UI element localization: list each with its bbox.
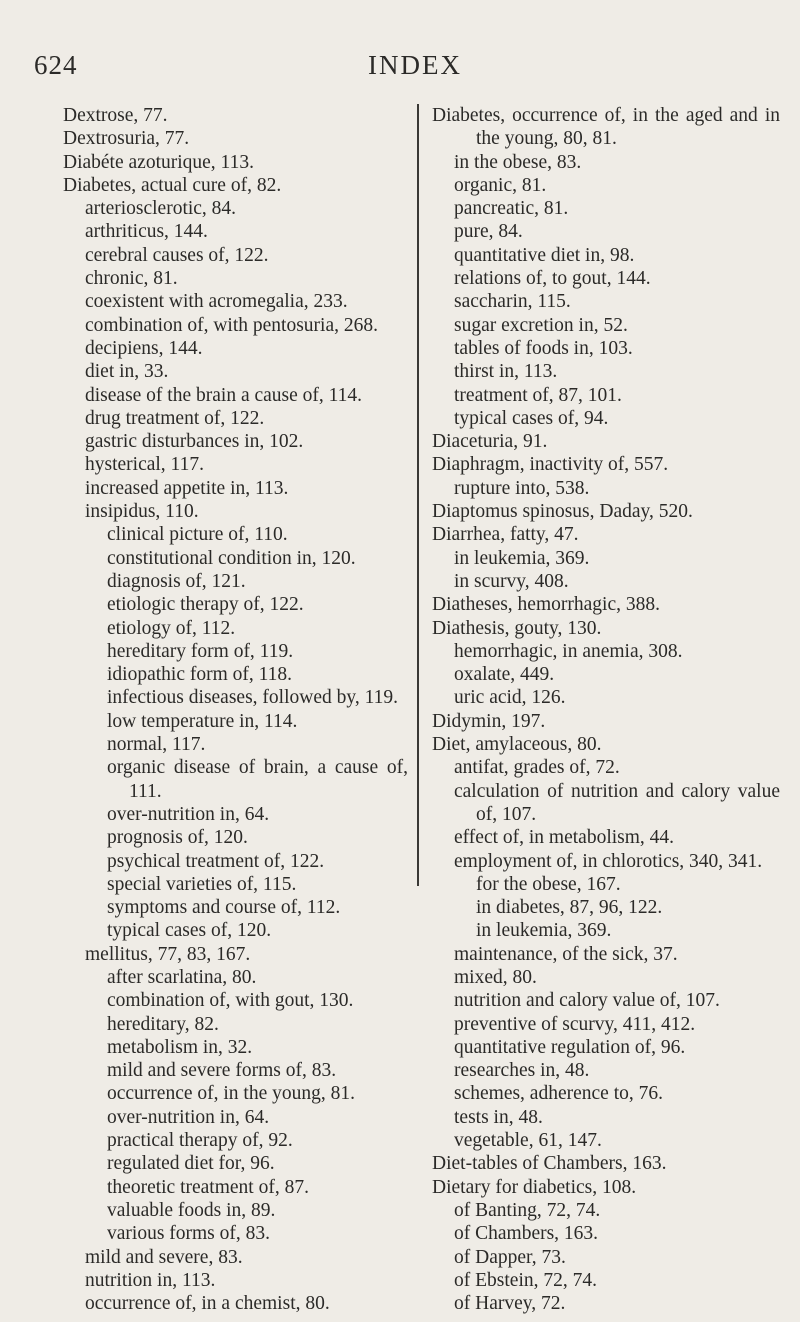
index-subentry: quantitative diet in, 98. [454,244,635,266]
index-subsubentry: organic disease of brain, a cause of, [107,757,408,779]
index-subentry: coexistent with acromegalia, 233. [85,291,348,313]
index-entry: Diaphragm, inactivity of, 557. [432,454,669,476]
index-entry: Diatheses, hemorrhagic, 388. [432,594,660,616]
index-subsubentry: symptoms and course of, 112. [107,897,341,919]
index-subsubentry: etiologic therapy of, 122. [107,594,304,616]
index-subentry: arteriosclerotic, 84. [85,198,237,220]
index-subsubentry: idiopathic form of, 118. [107,664,293,686]
index-entry: Diet, amylaceous, 80. [432,734,602,756]
index-subentry: quantitative regulation of, 96. [454,1036,686,1058]
index-subsubentry: valuable foods in, 89. [107,1199,276,1221]
index-entry: Diabetes, actual cure of, 82. [63,174,282,196]
index-subsubentry: combination of, with gout, 130. [107,990,354,1012]
index-subentry: combination of, with pentosuria, 268. [85,314,378,336]
index-subsubentry: occurrence of, in the young, 81. [107,1083,355,1105]
index-subentry: cerebral causes of, 122. [85,244,269,266]
index-subentry: pancreatic, 81. [454,198,569,220]
index-subentry: preventive of scurvy, 411, 412. [454,1013,696,1035]
column-divider [417,104,419,886]
index-subentry: nutrition in, 113. [85,1269,216,1291]
index-subentry: effect of, in metabolism, 44. [454,827,675,849]
index-subentry: antifat, grades of, 72. [454,757,620,779]
index-subsubentry: in diabetes, 87, 96, 122. [476,897,663,919]
index-subsubentry: clinical picture of, 110. [107,524,288,546]
index-subentry: mixed, 80. [454,966,537,988]
index-entry: Dietary for diabetics, 108. [432,1176,637,1198]
index-subentry: researches in, 48. [454,1060,590,1082]
index-subentry-continuation: of, 107. [476,803,537,825]
index-entry: Diaptomus spinosus, Daday, 520. [432,501,693,523]
index-subentry: calculation of nutrition and calory value [454,780,780,802]
index-subsubentry: over-nutrition in, 64. [107,1106,270,1128]
index-subentry: of Dapper, 73. [454,1246,566,1268]
index-subentry: in leukemia, 369. [454,547,590,569]
index-subsubentry: typical cases of, 120. [107,920,272,942]
index-entry: Dextrosuria, 77. [63,128,190,150]
index-subentry: relations of, to gout, 144. [454,268,651,290]
index-subsubentry: hereditary, 82. [107,1013,219,1035]
index-subsubentry: for the obese, 167. [476,873,621,895]
index-subsubentry: prognosis of, 120. [107,827,248,849]
index-subentry: oxalate, 449. [454,664,555,686]
index-subentry: typical cases of, 94. [454,407,609,429]
index-subentry: mild and severe, 83. [85,1246,243,1268]
index-subsubentry: various forms of, 83. [107,1223,271,1245]
index-subsubentry: mild and severe forms of, 83. [107,1060,337,1082]
index-subentry: diet in, 33. [85,361,169,383]
index-subsubentry: regulated diet for, 96. [107,1153,275,1175]
index-subsubentry: after scarlatina, 80. [107,966,257,988]
index-subsubentry: infectious diseases, followed by, 119. [107,687,398,709]
index-entry: Diaceturia, 91. [432,431,548,453]
index-subentry: nutrition and calory value of, 107. [454,990,720,1012]
index-subsubentry: over-nutrition in, 64. [107,803,270,825]
page-heading: INDEX [368,50,462,80]
index-subsubentry-continuation: 111. [129,780,162,802]
index-subentry: tables of foods in, 103. [454,337,633,359]
index-subsubentry: psychical treatment of, 122. [107,850,325,872]
index-subentry: rupture into, 538. [454,477,590,499]
index-subentry: increased appetite in, 113. [85,477,289,499]
index-subsubentry: etiology of, 112. [107,617,236,639]
index-subentry: treatment of, 87, 101. [454,384,622,406]
index-subsubentry: normal, 117. [107,734,206,756]
index-entry: Diabetes, occurrence of, in the aged and in [432,105,780,126]
index-subentry: schemes, adherence to, 76. [454,1083,663,1105]
index-subentry: chronic, 81. [85,268,178,290]
index-subentry: of Banting, 72, 74. [454,1199,601,1221]
index-subsubentry: constitutional condition in, 120. [107,547,356,569]
index-entry: Diathesis, gouty, 130. [432,617,602,639]
index-subentry: saccharin, 115. [454,291,571,313]
index-entry: Didymin, 197. [432,710,546,732]
index-subentry: in scurvy, 408. [454,570,569,592]
index-subentry: of Ebstein, 72, 74. [454,1269,597,1291]
index-subsubentry: metabolism in, 32. [107,1036,253,1058]
index-subentry: uric acid, 126. [454,687,566,709]
index-entry: Diabéte azoturique, 113. [63,151,254,173]
index-subentry: insipidus, 110. [85,501,199,523]
index-column-right [432,104,780,1315]
index-subentry: maintenance, of the sick, 37. [454,943,678,965]
index-subsubentry: diagnosis of, 121. [107,570,246,592]
index-subentry: of Harvey, 72. [454,1293,566,1315]
index-subentry: occurrence of, in a chemist, 80. [85,1293,330,1315]
index-subsubentry: practical therapy of, 92. [107,1130,293,1152]
index-subentry: vegetable, 61, 147. [454,1130,602,1152]
index-subentry: employment of, in chlorotics, 340, 341. [454,850,763,872]
index-subentry: gastric disturbances in, 102. [85,431,304,453]
index-subentry: pure, 84. [454,221,523,243]
index-entry-continuation: the young, 80, 81. [476,128,617,150]
index-subentry: of Chambers, 163. [454,1223,599,1245]
index-entry: Dextrose, 77. [63,105,168,126]
page-number: 624 [34,50,78,80]
index-subsubentry: special varieties of, 115. [107,873,297,895]
index-subsubentry: theoretic treatment of, 87. [107,1176,309,1198]
index-subsubentry: hereditary form of, 119. [107,640,294,662]
index-subentry: hysterical, 117. [85,454,204,476]
index-subentry: arthriticus, 144. [85,221,208,243]
index-subentry: hemorrhagic, in anemia, 308. [454,640,683,662]
index-subentry: drug treatment of, 122. [85,407,265,429]
index-subentry: thirst in, 113. [454,361,558,383]
index-subentry: in the obese, 83. [454,151,582,173]
index-subentry: decipiens, 144. [85,337,203,359]
index-subsubentry: low temperature in, 114. [107,710,298,732]
index-subentry: tests in, 48. [454,1106,543,1128]
index-subentry: mellitus, 77, 83, 167. [85,943,251,965]
index-column-left [63,104,408,1315]
index-subsubentry: in leukemia, 369. [476,920,612,942]
index-entry: Diarrhea, fatty, 47. [432,524,579,546]
index-subentry: organic, 81. [454,174,547,196]
index-subentry: disease of the brain a cause of, 114. [85,384,363,406]
index-subentry: sugar excretion in, 52. [454,314,628,336]
index-entry: Diet-tables of Chambers, 163. [432,1153,667,1175]
